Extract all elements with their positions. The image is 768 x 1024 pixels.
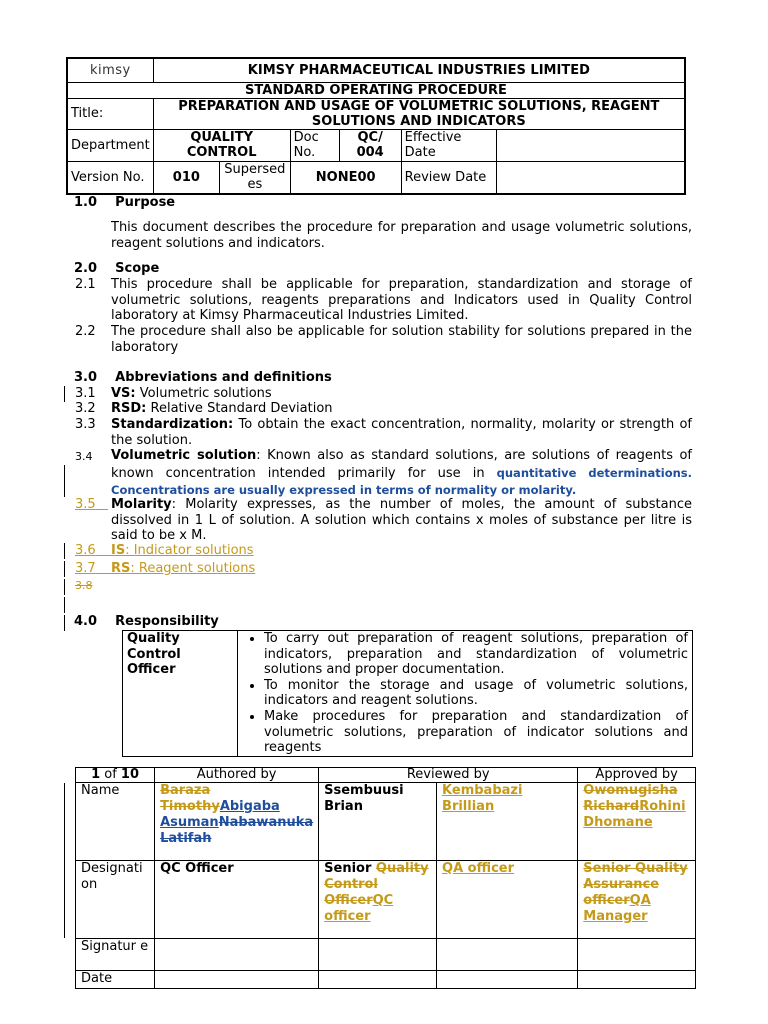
scope-item-2-text: The procedure shall also be applicable for solution stability for solutions prepared in the laboratory xyxy=(111,324,692,355)
change-bar xyxy=(64,597,65,613)
reviewer-2-date xyxy=(437,971,578,989)
reviewer-1-designation: Senior Quality Control OfficerQC officer xyxy=(319,861,437,939)
duty-item: • To carry out preparation of reagent solutions, preparation of indicators, preparation and standardization of volumetric solutions and proper documentation. xyxy=(264,631,688,678)
version-value: 010 xyxy=(153,161,219,194)
effective-date-value xyxy=(496,129,685,161)
approver-date xyxy=(578,971,696,989)
reviewer-2-name: Kembabazi Brillian xyxy=(437,783,578,861)
abbr-item-5: Molarity: Molarity expresses, as the number of moles, the amount of substance dissolved in 1 L of solution. A solution which contains x moles of substance per litre is said to be x M. xyxy=(111,497,692,544)
abbr-item-2: RSD: Relative Standard Deviation xyxy=(111,401,333,416)
doc-no-value: QC/ 004 xyxy=(339,129,401,161)
reviewer-1-name: Ssembuusi Brian xyxy=(319,783,437,861)
designation-label: Designati on xyxy=(76,861,155,939)
change-bar xyxy=(64,465,65,497)
signature-label: Signatur e xyxy=(76,939,155,971)
effective-date-label: Effective Date xyxy=(401,129,496,161)
duty-item: • To monitor the storage and usage of volumetric solutions, indicators and reagent solutions. xyxy=(264,678,688,709)
section-responsibility-heading: 4.0 Responsibility xyxy=(74,614,219,629)
approver-signature xyxy=(578,939,696,971)
reviewer-2-designation: QA officer xyxy=(437,861,578,939)
author-date xyxy=(155,971,319,989)
approver-name: Owomugisha RichardRohini Dhomane xyxy=(578,783,696,861)
approved-by-header: Approved by xyxy=(578,768,696,783)
abbr-item-3-number: 3.3 xyxy=(75,417,96,432)
scope-item-1-number: 2.1 xyxy=(75,277,96,292)
version-label: Version No. xyxy=(67,161,153,194)
abbr-item-4-number: 3.4 xyxy=(75,450,93,463)
date-label: Date xyxy=(76,971,155,989)
signoff-table xyxy=(75,767,696,989)
review-date-value xyxy=(496,161,685,194)
document-header-table xyxy=(66,57,686,195)
document-title: PREPARATION AND USAGE OF VOLUMETRIC SOLUTIONS, REAGENT SOLUTIONS AND INDICATORS xyxy=(153,98,685,129)
supersedes-label: Supersed es xyxy=(220,161,291,194)
scope-item-2-number: 2.2 xyxy=(75,324,96,339)
reviewer-1-date xyxy=(319,971,437,989)
abbr-item-7: RS: Reagent solutions xyxy=(111,561,256,576)
author-designation: QC Officer xyxy=(155,861,319,939)
supersedes-value: NONE00 xyxy=(290,161,401,194)
reviewer-2-signature xyxy=(437,939,578,971)
company-logo: kimsy xyxy=(67,58,153,82)
abbr-item-2-number: 3.2 xyxy=(75,401,96,416)
change-bar xyxy=(64,543,65,559)
scope-item-1-text: This procedure shall be applicable for preparation, standardization and storage of volumetric solutions, reagents preparations and Indicators used in Quality Control laboratory at Kimsy Pharmaceutical Industries Limited. xyxy=(111,277,692,324)
section-purpose-heading: 1.0 Purpose xyxy=(74,195,176,210)
reviewed-by-header: Reviewed by xyxy=(319,768,578,783)
responsibility-role: Quality Control Officer xyxy=(123,631,238,757)
doc-no-label: Doc No. xyxy=(290,129,339,161)
change-bar xyxy=(64,783,65,938)
change-bar xyxy=(64,386,65,402)
duty-item: • Make procedures for preparation and standardization of volumetric solutions, preparation of indicator solutions and reagents xyxy=(264,709,688,756)
department-value: QUALITY CONTROL xyxy=(153,129,290,161)
authored-by-header: Authored by xyxy=(155,768,319,783)
section-scope-heading: 2.0 Scope xyxy=(74,261,160,276)
abbr-item-1: VS: Volumetric solutions xyxy=(111,386,272,401)
approver-designation: Senior Quality Assurance officerQA Manager xyxy=(578,861,696,939)
review-date-label: Review Date xyxy=(401,161,496,194)
abbr-item-6-number: 3.6 xyxy=(75,543,96,558)
abbr-item-1-number: 3.1 xyxy=(75,386,96,401)
title-label: Title: xyxy=(67,98,153,129)
change-bar xyxy=(64,579,65,595)
name-label: Name xyxy=(76,783,155,861)
responsibility-duties xyxy=(238,631,693,757)
abbr-item-3: Standardization: To obtain the exact concentration, normality, molarity or strength of the solution. xyxy=(111,417,692,448)
abbr-item-5-number: 3.5 xyxy=(75,497,96,512)
reviewer-1-signature xyxy=(319,939,437,971)
abbr-item-7-number: 3.7 xyxy=(75,561,96,576)
section-abbreviations-heading: 3.0 Abbreviations and definitions xyxy=(74,370,332,385)
change-bar xyxy=(64,561,65,577)
company-name: KIMSY PHARMACEUTICAL INDUSTRIES LIMITED xyxy=(153,58,685,82)
department-label: Department xyxy=(67,129,153,161)
abbr-item-8-number: 3.8 xyxy=(75,579,93,592)
abbr-item-6: IS: Indicator solutions xyxy=(111,543,254,558)
sop-label: STANDARD OPERATING PROCEDURE xyxy=(67,82,685,98)
responsibility-table xyxy=(122,630,693,757)
page-indicator: 1 of 10 xyxy=(76,768,155,783)
abbr-item-4: Volumetric solution: Known also as standard solutions, are solutions of reagents of known concentration intended primarily for use in quantitative determinations. Concentrations are usually expressed in terms of normality or molarity. xyxy=(111,448,693,497)
author-name: Baraza TimothyAbigaba AsumanNabawanuka Latifah xyxy=(155,783,319,861)
change-bar xyxy=(64,615,65,631)
author-signature xyxy=(155,939,319,971)
purpose-text: This document describes the procedure for preparation and usage volumetric solutions, reagent solutions and indicators. xyxy=(111,220,692,251)
